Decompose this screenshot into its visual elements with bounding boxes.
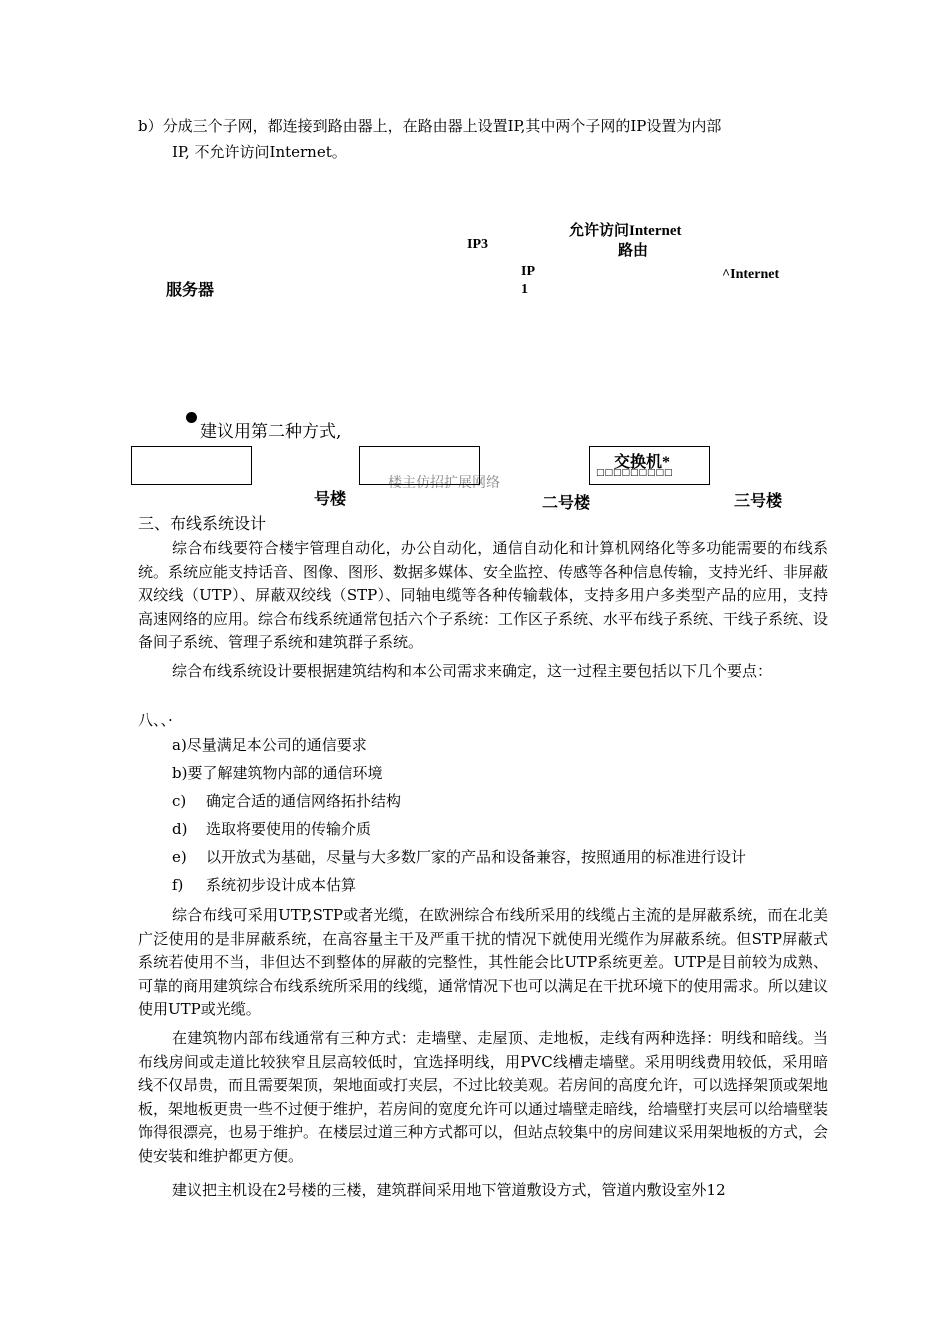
- paragraph-4: 在建筑物内部布线通常有三种方式：走墙壁、走屋顶、走地板，走线有两种选择：明线和暗线。当布线房间或走道比较狭窄且层高较低时，宜选择明线，用PVC线槽走墙壁。采用明线费用较低，采用暗线不仅昂贵，而且需要架顶，架地面或打夹层，不过比较美观。若房间的高度允许，可以选择架顶或架地板，架地板更贵一些不过便于维护，若房间的宽度允许可以通过墙壁走暗线，给墙壁打夹层可以给墙壁装饰得很漂亮，也易于维护。在楼层过道三种方式都可以，但站点较集中的房间建议采用架地板的方式，会使安装和维护都更方便。: [138, 1029, 829, 1165]
- list-item: c) 确定合适的通信网络拓扑结构: [172, 792, 402, 810]
- building-1-box: [131, 446, 252, 485]
- building-2-label: 二号楼: [542, 495, 591, 512]
- paragraph-5: 建议把主机设在2号楼的三楼，建筑群间采用地下管道敷设方式，管道内敷设室外12: [172, 1181, 726, 1199]
- internet-label: ^Internet: [722, 267, 780, 282]
- list-item: b)要了解建筑物内部的通信环境: [172, 764, 383, 782]
- building-1-label: 号楼: [314, 491, 347, 508]
- ip3-label: IP3: [467, 237, 488, 252]
- list-item: f) 系统初步设计成本估算: [172, 876, 357, 894]
- paragraph-2: 综合布线系统设计要根据建筑结构和本公司需求来确定，这一过程主要包括以下几个要点：: [172, 662, 773, 680]
- paragraph-3: 综合布线可采用UTP,STP或者光缆，在欧洲综合布线所采用的线缆占主流的是屏蔽系统，而在北美广泛使用的是非屏蔽系统，在高容量主干及严重干扰的情况下就使用光缆作为屏蔽系统。但STP屏蔽式系统若使用不当，非但达不到整体的屏蔽的完整性，其性能会比UTP系统更差。UTP是目前较为成熟、可靠的商用建筑综合布线系统所采用的线缆，通常情况下也可以满足在干扰环境下的使用需求。所以建议使用UTP或光缆。: [138, 906, 829, 1018]
- bullet-icon: [186, 412, 197, 423]
- building-3-label: 三号楼: [734, 493, 783, 510]
- intro-line-1: b）分成三个子网，都连接到路由器上，在路由器上设置IP,其中两个子网的IP设置为内部: [138, 117, 722, 135]
- router-label-partial: 路由: [618, 243, 649, 259]
- paragraph-1: 综合布线要符合楼宇管理自动化，办公自动化，通信自动化和计算机网络化等多功能需要的布线系统。系统应能支持话音、图像、图形、数据多媒体、安全监控、传感等各种信息传输，支持光纤、非屏蔽双绞线（UTP）、屏蔽双绞线（STP）、同轴电缆等各种传输载体，支持多用户多类型产品的应用，支持高速网络的应用。综合布线系统通常包括六个子系统：工作区子系统、水平布线子系统、干线子系统、设备间子系统、管理子系统和建筑群子系统。: [138, 539, 829, 651]
- section-heading: 三、布线系统设计: [138, 514, 267, 533]
- recommend-text: 建议用第二种方式,: [200, 422, 342, 442]
- switch-ports: □□□□□□□□□: [596, 468, 673, 478]
- intro-line-2: IP, 不允许访问Internet。: [172, 143, 347, 161]
- ip1-label-bottom: 1: [521, 282, 528, 297]
- allow-internet-label: 允许访问Internet: [569, 223, 682, 239]
- list-item: d) 选取将要使用的传输介质: [172, 820, 372, 838]
- building-2-box: [359, 446, 480, 485]
- list-item: a)尽量满足本公司的通信要求: [172, 736, 367, 754]
- switch-label: 交换机*: [614, 454, 671, 471]
- list-item: e) 以开放式为基础，尽量与大多数厂家的产品和设备兼容，按照通用的标准进行设计: [172, 848, 747, 866]
- ip1-label-top: IP: [521, 264, 535, 279]
- overlap-hidden-text: 楼主仿招扩展网络: [388, 475, 500, 491]
- stray-marks: 八、、·: [138, 711, 173, 729]
- switch-box: [589, 446, 710, 485]
- server-label: 服务器: [166, 282, 215, 299]
